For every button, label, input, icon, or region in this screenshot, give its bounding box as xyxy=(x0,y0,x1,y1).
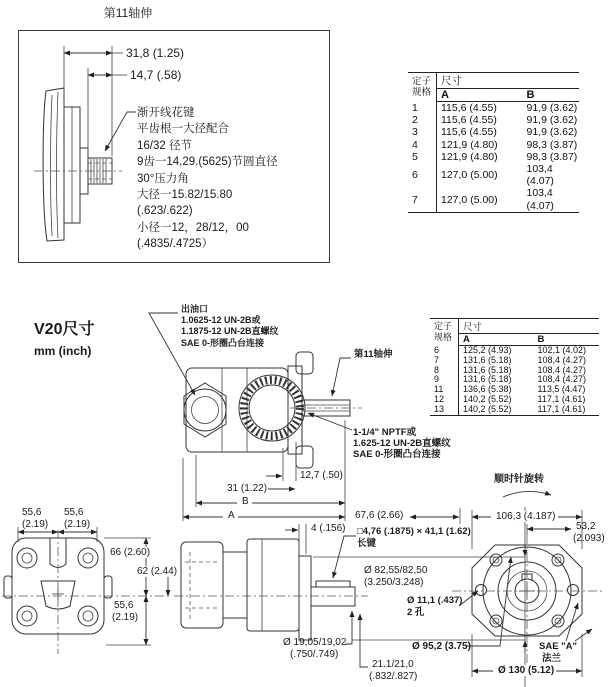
cell-b: 108,4 (4.27) xyxy=(537,374,587,385)
cell-b: 117,1 (4.61) xyxy=(537,393,586,404)
cell-a: 115,6 (4.55) xyxy=(441,102,497,114)
cell-a: 127,0 (5.00) xyxy=(441,169,498,182)
cell-b: 103,4 (4.07) xyxy=(526,163,554,188)
spline-note-line: 平齿根一大径配合 xyxy=(137,123,229,136)
cell-a: 131,6 (5.18) xyxy=(463,374,512,385)
dim-82-55-inch: (3.250/3.248) xyxy=(364,577,424,588)
callout-line: SAE 0-形圈凸台连接 xyxy=(181,337,265,348)
cell-spec: 9 xyxy=(430,375,459,385)
cell-a: 125,2 (4.93) xyxy=(463,345,512,355)
cell-spec: 7 xyxy=(430,356,459,366)
spline-note-line: 小径一12，28/12，00 xyxy=(137,221,249,234)
cell-spec: 1 xyxy=(408,102,437,115)
callout-line: 1.0625-12 UN-2B或 xyxy=(181,315,261,326)
cell-spec: 6 xyxy=(408,163,437,187)
spline-note-line: 16/32 径节 xyxy=(137,139,192,152)
cell-spec: 4 xyxy=(408,139,437,151)
callout-line: 出油口 xyxy=(181,304,209,314)
cell-spec: 6 xyxy=(430,346,459,356)
dim-12-7: 12,7 (.50) xyxy=(300,470,343,481)
table-row xyxy=(408,114,579,126)
row-header: 定子规格 xyxy=(412,75,432,99)
key-type-label: 长键 xyxy=(357,538,377,549)
cell-a: 121,9 (4.80) xyxy=(441,138,498,151)
dim-11-1: Ø 11,1 (.437) xyxy=(407,595,463,606)
dim-shaft-31-8: 31,8 (1.25) xyxy=(126,46,185,60)
dim-53-2-inch: (2.093) xyxy=(573,533,605,544)
dim-b: B xyxy=(242,496,249,507)
spline-notes xyxy=(137,105,278,253)
cell-spec: 7 xyxy=(408,187,437,212)
table-row xyxy=(430,405,599,415)
table-header-row xyxy=(430,319,599,334)
sae-flange-label: SAE "A" xyxy=(539,641,578,652)
rotation-label: 顺时针旋转 xyxy=(494,474,544,485)
dim-55-6-right-inch: (2.19) xyxy=(64,519,91,530)
key-spec-callout: □4,76 (.1875) × 41,1 (1.62) xyxy=(357,526,471,537)
table-row xyxy=(408,187,579,212)
cell-a: 115,6 (4.55) xyxy=(441,126,497,139)
dim-66: 66 (2.60) xyxy=(110,547,151,558)
cell-a: 140,2 (5.52) xyxy=(463,393,512,404)
dim-82-55: Ø 82,55/82,50 xyxy=(364,565,428,576)
cell-a: 131,6 (5.18) xyxy=(463,364,512,375)
dim-106-3: 106,3 (4.187) xyxy=(496,511,556,522)
cell-b: 117,1 (4.61) xyxy=(537,403,586,414)
spline-note-line: 9齿一14,29.(5625)节圆直径 xyxy=(137,156,278,169)
sae-flange-label-2: 法兰 xyxy=(542,653,562,664)
cell-spec: 8 xyxy=(430,366,459,376)
dim-62: 62 (2.44) xyxy=(137,566,178,577)
dim-header: 尺寸 xyxy=(437,73,579,89)
dim-55-6-left: 55,6 xyxy=(22,507,42,518)
cell-spec: 11 xyxy=(430,385,459,395)
stator-table xyxy=(408,72,579,213)
table-row xyxy=(408,126,579,138)
col-a-header: A xyxy=(437,89,523,102)
cell-b: 98,3 (3.87) xyxy=(526,150,578,163)
spline-note-line: 大径一15.82/15.80 xyxy=(137,189,233,202)
cell-spec: 13 xyxy=(430,405,459,415)
cell-b: 91,9 (3.62) xyxy=(526,126,578,139)
dim-55-6-left-inch: (2.19) xyxy=(22,519,49,530)
cell-a: 131,6 (5.18) xyxy=(463,354,512,365)
stator-table-top xyxy=(408,72,579,213)
cell-spec: 3 xyxy=(408,126,437,138)
pump-rear-view-drawing xyxy=(452,535,604,668)
callout-line: SAE 0-形圈凸台连接 xyxy=(353,449,441,461)
cell-b: 91,9 (3.62) xyxy=(526,114,578,127)
dim-55-6-right: 55,6 xyxy=(64,507,84,518)
dim-130: Ø 130 (5.12) xyxy=(498,665,555,676)
dim-19-05-inch: (.750/.749) xyxy=(290,649,339,660)
dim-a: A xyxy=(228,510,235,521)
cell-spec: 2 xyxy=(408,114,437,126)
spline-note-line: 30°压力角 xyxy=(137,172,189,185)
cell-b: 113,5 (4.47) xyxy=(537,384,586,395)
table-row xyxy=(408,151,579,163)
callout-line: 1-1/4" NPTF或 xyxy=(353,427,417,438)
cell-spec: 5 xyxy=(408,151,437,163)
shaft-ref-callout: 第11轴伸 xyxy=(354,349,393,360)
dim-67-6: 67,6 (2.66) xyxy=(355,510,404,521)
cell-a: 127,0 (5.00) xyxy=(441,193,498,206)
dim-31: 31 (1.22) xyxy=(227,483,268,494)
outlet-port-callout xyxy=(181,304,279,349)
callout-line: 1.625-12 UN-2B直螺纹 xyxy=(353,438,451,450)
inlet-port-callout xyxy=(353,427,451,461)
col-b-header: B xyxy=(523,89,579,102)
dim-21-1: 21.1/21,0 xyxy=(372,659,414,670)
cell-b: 108,4 (4.27) xyxy=(537,354,587,365)
stator-table xyxy=(430,318,599,416)
cell-a: 115,6 (4.55) xyxy=(441,114,497,127)
table-row xyxy=(408,102,579,115)
spline-note-line: 渐开线花键 xyxy=(137,107,195,119)
cell-a: 140,2 (5.52) xyxy=(463,403,512,414)
callout-line: 1.1875-12 UN-2B直螺纹 xyxy=(181,326,279,337)
dim-19-05: Ø 19,05/19,02 xyxy=(283,637,347,648)
cell-b: 108,4 (4.27) xyxy=(537,364,587,375)
dim-95-2: Ø 95,2 (3.75) xyxy=(412,641,471,652)
cell-b: 103,4 (4.07) xyxy=(526,187,554,212)
section-unit: mm (inch) xyxy=(34,344,92,358)
dim-11-1-holes: 2 孔 xyxy=(407,607,425,618)
stator-table-right xyxy=(430,318,599,416)
cell-a: 121,9 (4.80) xyxy=(441,150,498,163)
dim-header: 尺寸 xyxy=(459,319,599,334)
col-a-header: A xyxy=(459,334,534,346)
table-row xyxy=(408,163,579,187)
drawing-title: 第11轴伸 xyxy=(103,6,153,20)
col-b-header: B xyxy=(534,334,599,346)
spline-note-line: (.4835/.4725） xyxy=(137,238,214,251)
section-title: V20尺寸 xyxy=(34,321,95,338)
cell-b: 102,1 (4.02) xyxy=(537,345,587,355)
dim-53-2: 53,2 xyxy=(576,521,596,532)
cell-a: 136,6 (5.38) xyxy=(463,384,512,395)
dim-55-6-lower: 55,6 xyxy=(114,600,134,611)
table-header-row xyxy=(408,73,579,89)
dim-21-1-inch: (.832/.827) xyxy=(369,671,418,682)
dim-shaft-14-7: 14,7 (.58) xyxy=(130,68,182,82)
cell-spec: 12 xyxy=(430,395,459,405)
pump-top-view-drawing xyxy=(184,352,362,468)
dim-4: 4 (.156) xyxy=(311,523,346,534)
dim-55-6-lower-inch: (2.19) xyxy=(112,612,139,623)
spline-note-line: (.623/.622) xyxy=(137,205,193,218)
row-header: 定子规格 xyxy=(434,321,453,343)
cell-b: 91,9 (3.62) xyxy=(526,102,578,114)
table-row xyxy=(408,139,579,151)
cell-b: 98,3 (3.87) xyxy=(526,138,578,151)
